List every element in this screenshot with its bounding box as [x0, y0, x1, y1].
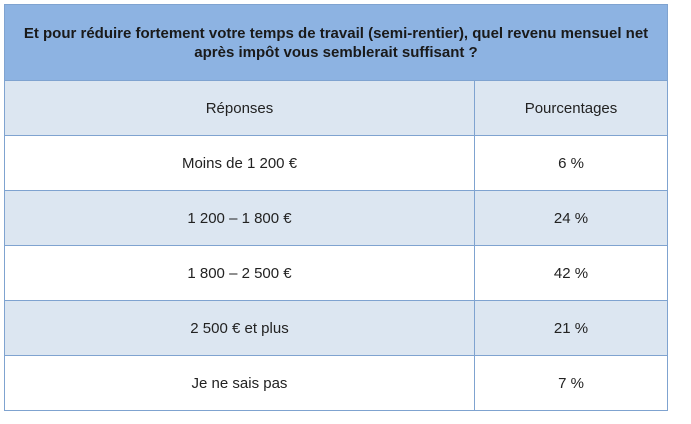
table-row [5, 301, 668, 356]
percentage-cell: 42 % [475, 246, 668, 301]
response-cell: Je ne sais pas [5, 356, 475, 411]
survey-table [4, 4, 668, 411]
percentage-cell: 7 % [475, 356, 668, 411]
percentage-cell: 6 % [475, 136, 668, 191]
table-row [5, 191, 668, 246]
table-title-row [5, 5, 668, 81]
header-responses: Réponses [5, 81, 475, 136]
table-header-row [5, 81, 668, 136]
response-cell: 1 200 – 1 800 € [5, 191, 475, 246]
response-cell: 2 500 € et plus [5, 301, 475, 356]
table-row [5, 356, 668, 411]
table-row [5, 246, 668, 301]
response-cell: Moins de 1 200 € [5, 136, 475, 191]
percentage-cell: 24 % [475, 191, 668, 246]
table-title-text: Et pour réduire fortement votre temps de travail (semi-rentier), quel revenu mensuel net après impôt vous semblerait suffisant ? [23, 24, 649, 61]
header-percentages: Pourcentages [475, 81, 668, 136]
response-cell: 1 800 – 2 500 € [5, 246, 475, 301]
table-title [5, 5, 668, 81]
percentage-cell: 21 % [475, 301, 668, 356]
table-row [5, 136, 668, 191]
